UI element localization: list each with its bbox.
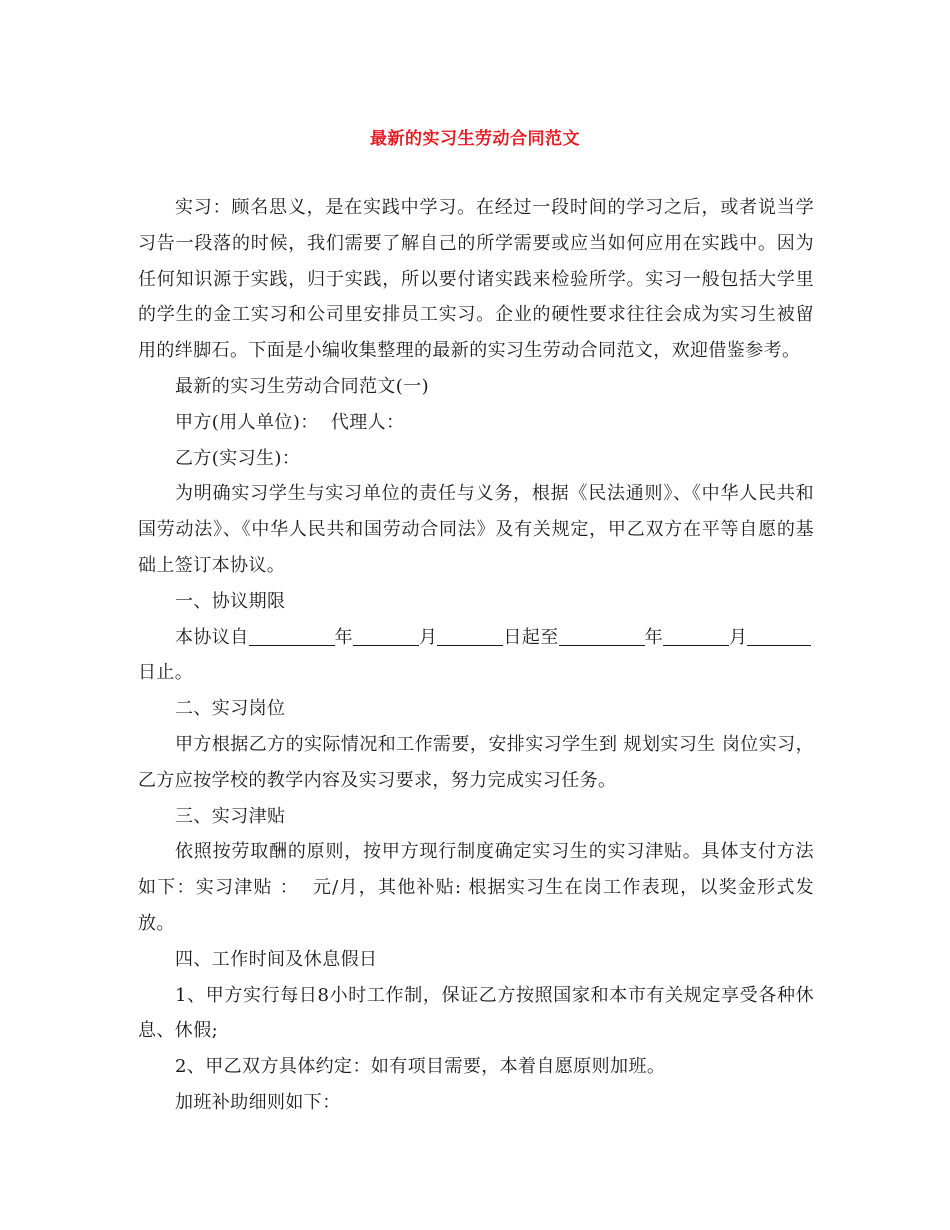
document-title: 最新的实习生劳动合同范文	[370, 129, 580, 149]
start-year-blank	[249, 627, 335, 646]
term-month-1: 月	[419, 626, 438, 648]
section-4-heading: 四、工作时间及休息假日	[175, 948, 378, 970]
start-month-blank	[353, 627, 419, 646]
purpose-paragraph: 为明确实习学生与实习单位的责任与义务，根据《民法通则》、《中华人民共和国劳动法》、《中华人民共和国劳动合同法》及有关规定，甲乙双方在平等自愿的基础上签订本协议。	[138, 483, 814, 576]
contract-subtitle: 最新的实习生劳动合同范文(一)	[175, 375, 430, 397]
end-year-blank	[559, 627, 645, 646]
end-month-blank	[663, 627, 729, 646]
term-day-from: 日起至	[503, 626, 559, 648]
end-day-blank	[747, 627, 811, 646]
overtime-details-line: 加班补助细则如下：	[175, 1091, 341, 1113]
term-year-2: 年	[644, 626, 664, 648]
section-4-item-2: 2、甲乙双方具体约定：如有项目需要，本着自愿原则加班。	[175, 1056, 666, 1078]
section-2-heading: 二、实习岗位	[175, 698, 286, 720]
document-body	[138, 190, 814, 1121]
term-month-2: 月	[729, 626, 748, 648]
party-b-line: 乙方(实习生)：	[175, 447, 301, 469]
section-1-term-line	[138, 620, 814, 692]
term-year-1: 年	[334, 626, 354, 648]
intro-paragraph: 实习：顾名思义，是在实践中学习。在经过一段时间的学习之后，或者说当学习告一段落的时候，我们需要了解自己的所学需要或应当如何应用在实践中。因为任何知识源于实践，归于实践，所以要付诸实践来检验所学。实习一般包括大学里的学生的金工实习和公司里安排员工实习。企业的硬性要求往往会成为实习生被留用的绊脚石。下面是小编收集整理的最新的实习生劳动合同范文，欢迎借鉴参考。	[138, 197, 814, 362]
section-3-heading: 三、实习津贴	[175, 805, 286, 827]
section-4-item-1: 1、甲方实行每日8小时工作制，保证乙方按照国家和本市有关规定享受各种休息、休假;	[138, 984, 814, 1042]
section-2-text: 甲方根据乙方的实际情况和工作需要，安排实习学生到 规划实习生 岗位实习，乙方应按学校的教学内容及实习要求，努力完成实习任务。	[138, 733, 814, 791]
start-day-blank	[437, 627, 503, 646]
term-prefix: 本协议自	[175, 626, 249, 648]
section-3-text: 依照按劳取酬的原则，按甲方现行制度确定实习生的实习津贴。具体支付方法如下：实习津贴 ： 元/月，其他补贴: 根据实习生在岗工作表现，以奖金形式发放。	[138, 841, 814, 934]
term-end: 日止。	[138, 662, 194, 684]
party-a-line: 甲方(用人单位)： 代理人：	[175, 411, 405, 433]
section-1-heading: 一、协议期限	[175, 590, 286, 612]
